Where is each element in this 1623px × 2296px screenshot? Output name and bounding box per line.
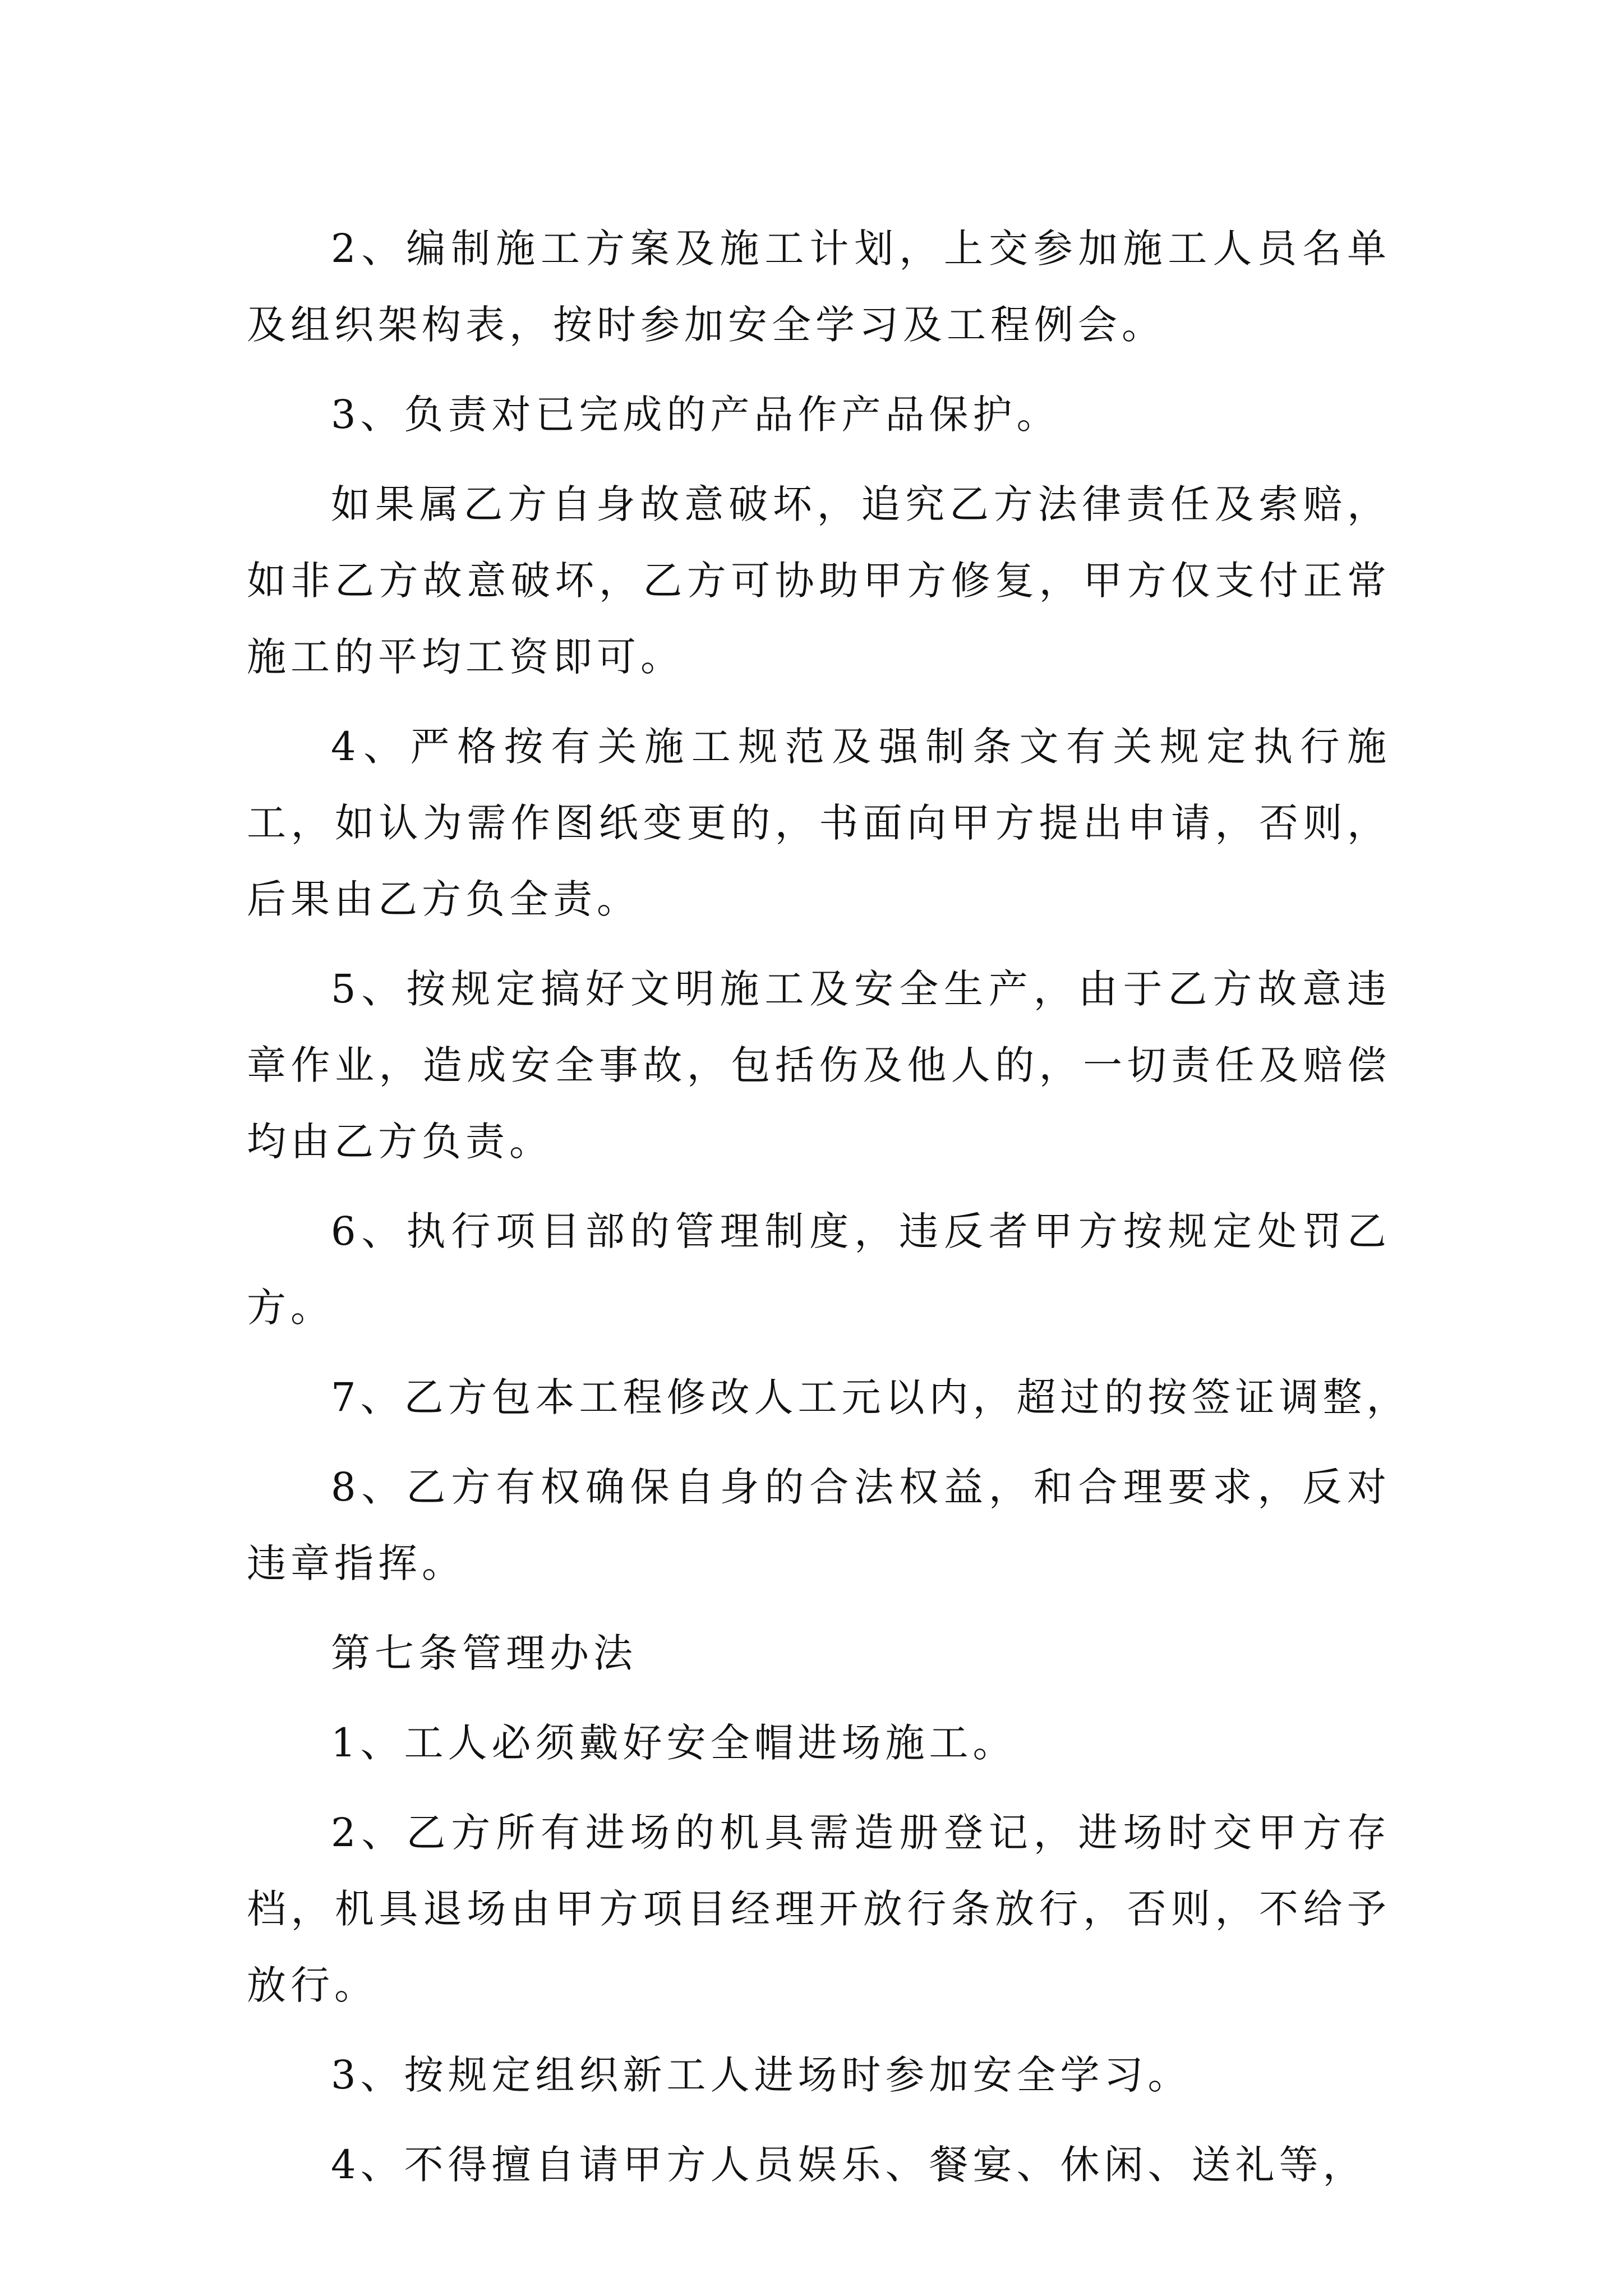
paragraph-rule-3: 3、按规定组织新工人进场时参加安全学习。 xyxy=(331,2052,1192,2098)
document-body xyxy=(247,210,1410,2216)
paragraph-clause-7: 7、乙方包本工程修改人工元以内，超过的按签证调整， xyxy=(331,1374,1410,1420)
paragraph-clause-4: 4、严格按有关施工规范及强制条文有关规定执行施工，如认为需作图纸变更的，书面向甲方提出申请，否则，后果由乙方负全责。 xyxy=(247,724,1391,922)
paragraph-rule-1: 1、工人必须戴好安全帽进场施工。 xyxy=(331,1720,1017,1766)
paragraph-damage-liability: 如果属乙方自身故意破坏，追究乙方法律责任及索赔，如非乙方故意破坏，乙方可协助甲方修复，甲方仅支付正常施工的平均工资即可。 xyxy=(247,481,1391,680)
paragraph-rule-4: 4、不得擅自请甲方人员娱乐、餐宴、休闲、送礼等， xyxy=(331,2142,1367,2188)
paragraph-clause-3: 3、负责对已完成的产品作产品保护。 xyxy=(331,392,1061,438)
section-heading-article-7: 第七条管理办法 xyxy=(331,1630,637,1676)
paragraph-clause-8: 8、乙方有权确保自身的合法权益，和合理要求，反对违章指挥。 xyxy=(247,1464,1391,1586)
paragraph-clause-2: 2、编制施工方案及施工计划，上交参加施工人员名单及组织架构表，按时参加安全学习及工程例会。 xyxy=(247,226,1391,348)
paragraph-clause-6: 6、执行项目部的管理制度，违反者甲方按规定处罚乙方。 xyxy=(247,1208,1391,1331)
paragraph-rule-2: 2、乙方所有进场的机具需造册登记，进场时交甲方存档，机具退场由甲方项目经理开放行条放行，否则，不给予放行。 xyxy=(247,1810,1391,2008)
paragraph-clause-5: 5、按规定搞好文明施工及安全生产，由于乙方故意违章作业，造成安全事故，包括伤及他人的，一切责任及赔偿均由乙方负责。 xyxy=(247,966,1391,1165)
